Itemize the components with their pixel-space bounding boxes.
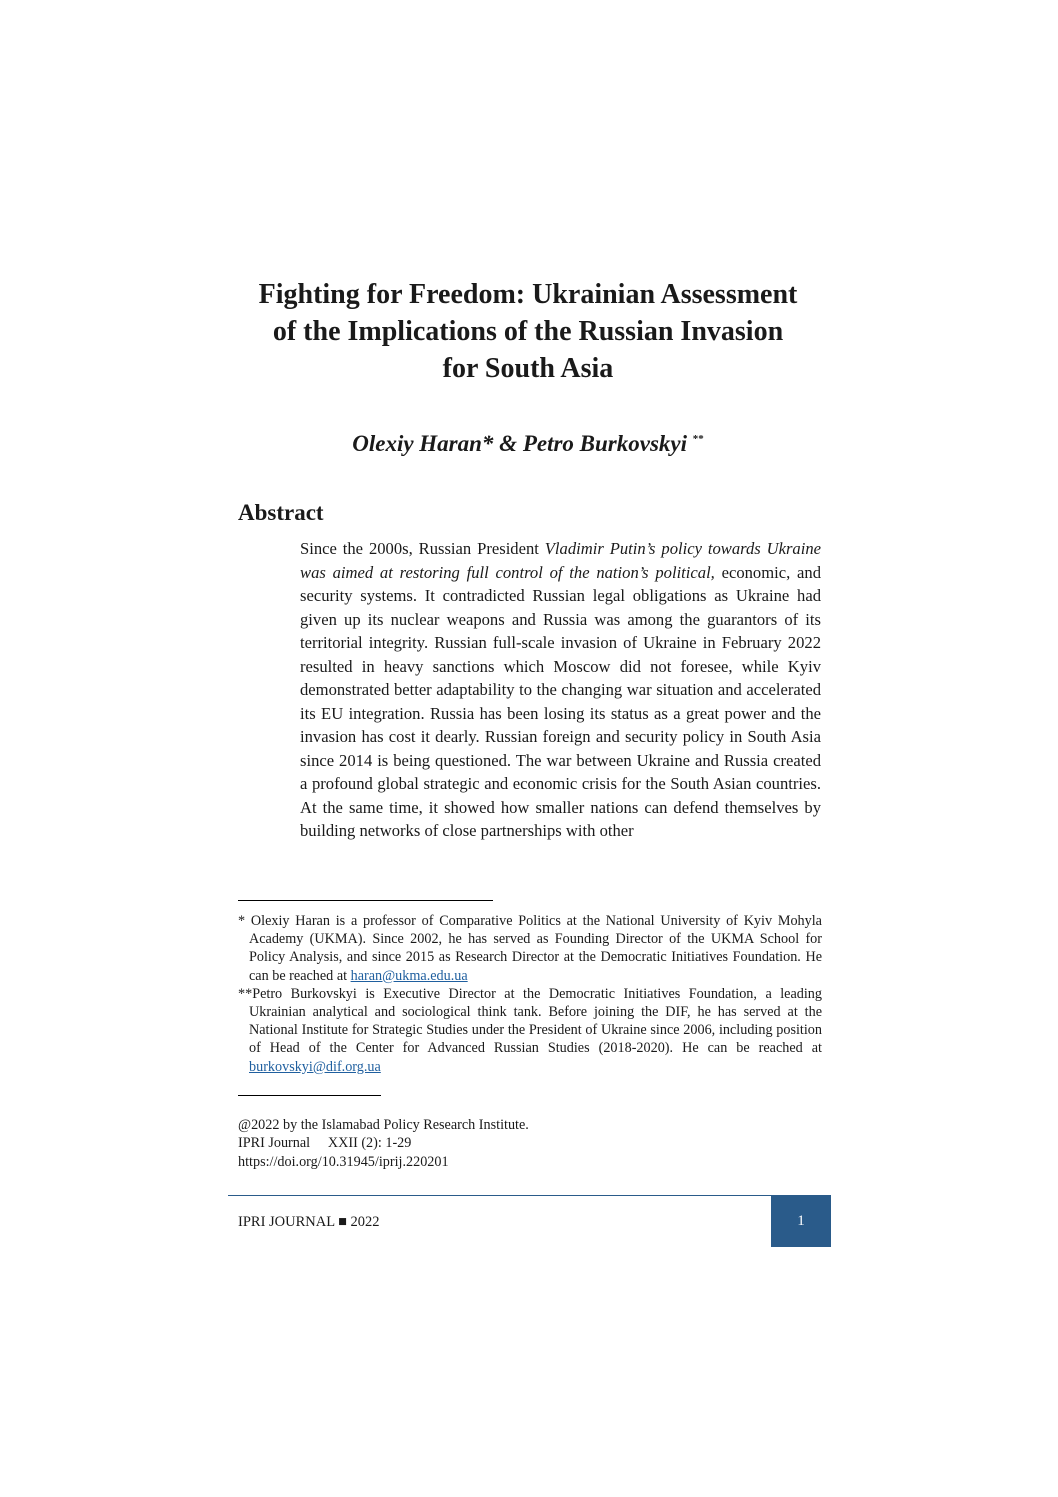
copyright-line: @2022 by the Islamabad Policy Research Institute.: [238, 1117, 529, 1133]
page-number: 1: [797, 1213, 805, 1229]
email-link-burkovskyi[interactable]: burkovskyi@dif.org.ua: [249, 1058, 381, 1075]
doi-line: https://doi.org/10.31945/iprij.220201: [238, 1153, 449, 1170]
footnote-haran: [238, 912, 822, 985]
abstract-text: [300, 537, 821, 843]
journal-citation: IPRI Journal XXII (2): 1-29: [238, 1135, 412, 1152]
publication-separator: [238, 1095, 381, 1096]
publication-info: [238, 1116, 529, 1171]
footer-journal-label: IPRI JOURNAL ■ 2022: [238, 1214, 380, 1230]
author-footnote-marker: **: [692, 433, 704, 445]
footnotes: [238, 912, 822, 1076]
footnote-burkovskyi: [238, 985, 822, 1076]
abstract-lead: Since the 2000s, Russian President: [300, 539, 545, 558]
abstract-heading: Abstract: [238, 500, 324, 525]
title-line: for South Asia: [442, 353, 614, 384]
title-line: of the Implications of the Russian Invasion: [272, 316, 784, 347]
authors-names: Olexiy Haran* & Petro Burkovskyi: [352, 431, 688, 456]
paper-title: [228, 276, 828, 387]
title-line: Fighting for Freedom: Ukrainian Assessment: [258, 279, 798, 310]
footnote-text: * Olexiy Haran is a professor of Comparative Politics at the National University of Kyiv Mohyla Academy (UKMA). Since 2002, he has served as Founding Director of the UKMA School for Policy Analysis, and since 2015 as Research Director at the Democratic Initiatives Foundation. He can be reached at: [238, 913, 822, 984]
footnote-separator: [238, 900, 493, 901]
footer-rule: [228, 1195, 831, 1196]
authors-line: [228, 424, 828, 459]
page-number-badge: [771, 1196, 831, 1247]
footnote-text: **Petro Burkovskyi is Executive Director at the Democratic Initiatives Foundation, a leading Ukrainian analytical and sociological think tank. Before joining the DIF, he has served at the National Institute for Strategic Studies under the President of Ukraine since 2006, including position of Head of the Center for Advanced Russian Studies (2018-2020). He can be reached at: [238, 985, 822, 1057]
abstract-italic: Vladimir Putin’s policy towards Ukraine was aimed at restoring full control of the nation’s political,: [300, 539, 821, 582]
abstract-rest: economic, and security systems. It contradicted Russian legal obligations as Ukraine had given up its nuclear weapons and Russia was among the guarantors of its territorial integrity. Russian full-scale invasion of Ukraine in February 2022 resulted in heavy sanctions which Moscow did not foresee, while Kyiv demonstrated better adaptability to the changing war situation and accelerated its EU integration. Russia has been losing its status as a great power and the invasion has cost it dearly. Russian foreign and security policy in South Asia since 2014 is being questioned. The war between Ukraine and Russia created a profound global strategic and economic crisis for the South Asian countries. At the same time, it showed how smaller nations can defend themselves by building networks of close partnerships with other: [300, 562, 821, 840]
email-link-haran[interactable]: haran@ukma.edu.ua: [350, 967, 468, 984]
